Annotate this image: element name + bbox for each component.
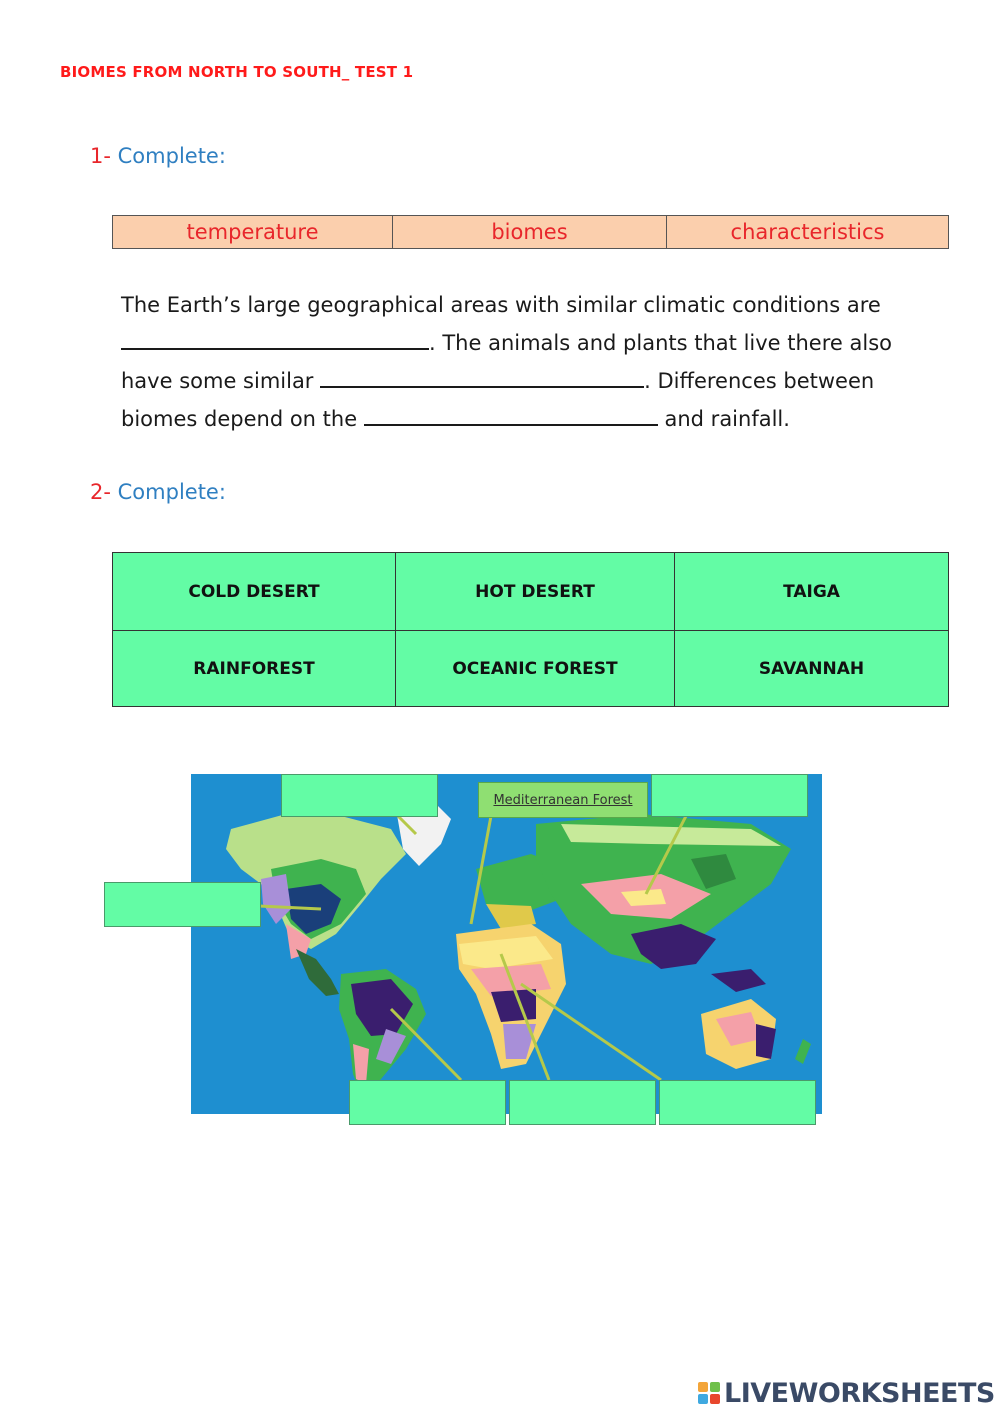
biome-cold-desert[interactable]: COLD DESERT (113, 553, 396, 631)
map-answer-box-top-left[interactable] (281, 774, 438, 817)
biome-rainforest[interactable]: RAINFOREST (113, 631, 396, 707)
answer-blank-2[interactable] (320, 364, 644, 388)
section-2-label: Complete: (117, 480, 226, 504)
world-biome-map (191, 774, 822, 1114)
section-1-number: 1- (90, 144, 111, 168)
biome-oceanic-forest[interactable]: OCEANIC FOREST (396, 631, 675, 707)
word-bank (112, 215, 949, 249)
map-answer-box-top-right[interactable] (651, 774, 808, 817)
paragraph-line-3a: have some similar (121, 369, 314, 393)
biome-taiga[interactable]: TAIGA (675, 553, 949, 631)
map-answer-box-bottom-2[interactable] (509, 1080, 656, 1125)
page-title: BIOMES FROM NORTH TO SOUTH_ TEST 1 (60, 63, 414, 81)
logo-text: LIVEWORKSHEETS (724, 1377, 995, 1409)
fill-in-paragraph (121, 286, 921, 438)
biome-savannah[interactable]: SAVANNAH (675, 631, 949, 707)
word-bank-item: characteristics (667, 216, 949, 249)
section-2-number: 2- (90, 480, 111, 504)
logo-grid-icon (698, 1382, 720, 1404)
word-bank-item: biomes (393, 216, 667, 249)
liveworksheets-logo (698, 1378, 995, 1408)
section-1-heading (90, 144, 226, 168)
map-answer-box-bottom-3[interactable] (659, 1080, 816, 1125)
mediterranean-forest-label: Mediterranean Forest (478, 782, 648, 818)
biome-word-bank (112, 552, 949, 707)
section-2-heading (90, 480, 226, 504)
word-bank-item: temperature (113, 216, 393, 249)
map-answer-box-left[interactable] (104, 882, 261, 927)
map-answer-box-bottom-1[interactable] (349, 1080, 506, 1125)
paragraph-line-1: The Earth’s large geographical areas with similar climatic conditions are (121, 293, 881, 317)
section-1-label: Complete: (117, 144, 226, 168)
paragraph-line-2: . The animals and plants that live there also (429, 331, 892, 355)
paragraph-line-3b: . Differences between (644, 369, 875, 393)
answer-blank-1[interactable] (121, 326, 429, 350)
paragraph-line-4b: and rainfall. (664, 407, 790, 431)
paragraph-line-4a: biomes depend on the (121, 407, 358, 431)
biome-hot-desert[interactable]: HOT DESERT (396, 553, 675, 631)
answer-blank-3[interactable] (364, 402, 658, 426)
